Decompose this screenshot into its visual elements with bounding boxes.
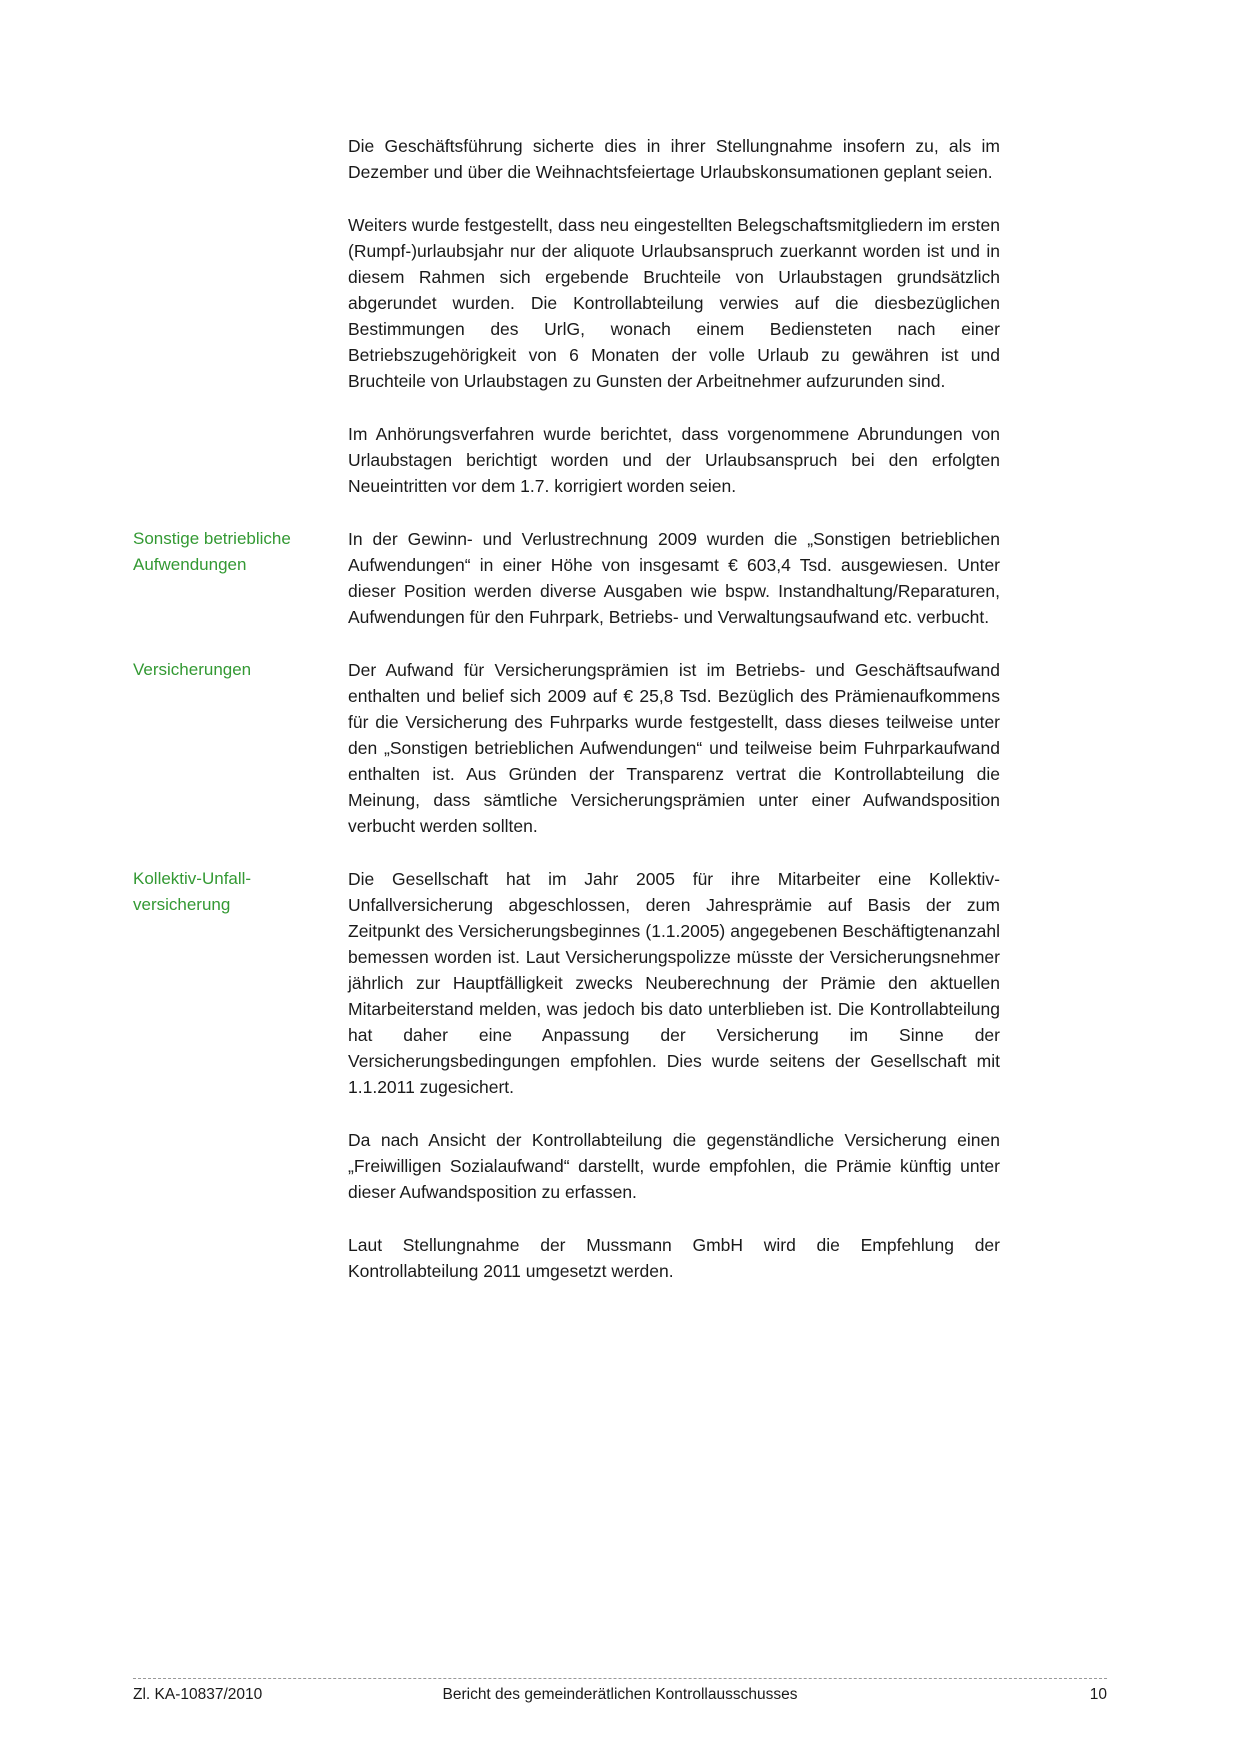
- paragraph: In der Gewinn- und Verlustrechnung 2009 wurden die „Sonstigen betrieblichen Aufwendungen“ in einer Höhe von insgesamt € 603,4 Tsd. ausgewiesen. Unter dieser Position werden diverse Ausgaben wie bspw. Instandhaltung/Reparaturen, Aufwendungen für den Fuhrpark, Betriebs- und Verwaltungsaufwand etc. verbucht.: [348, 529, 1000, 627]
- footer-title: Bericht des gemeinderätlichen Kontrollausschusses: [442, 1686, 798, 1703]
- paragraph: Weiters wurde festgestellt, dass neu eingestellten Belegschaftsmitgliedern im ersten (Rumpf-)urlaubsjahr nur der aliquote Urlaubsanspruch zuerkannt worden ist und in diesem Rahmen sich ergebende Bruchteile von Urlaubstagen grundsätzlich abgerundet wurden. Die Kontrollabteilung verwies auf die diesbezüglichen Bestimmungen des UrlG, wonach einem Bediensteten nach einer Betriebszugehörigkeit von 6 Monaten der volle Urlaub zu gewähren ist und Bruchteile von Urlaubstagen zu Gunsten der Arbeitnehmer aufzurunden sind.: [348, 215, 1000, 391]
- side-label: [133, 526, 348, 578]
- side-label: [133, 657, 348, 683]
- content-block: [133, 526, 1000, 657]
- content-block: [133, 866, 1000, 1311]
- block-paragraphs: [348, 866, 1000, 1311]
- footer-reference: Zl. KA-10837/2010: [133, 1686, 263, 1703]
- paragraph: Laut Stellungnahme der Mussmann GmbH wird die Empfehlung der Kontrollabteilung 2011 umgesetzt werden.: [348, 1235, 1000, 1281]
- side-label-line: Aufwendungen: [133, 555, 247, 574]
- side-label-line: versicherung: [133, 895, 231, 914]
- content-blocks: [133, 133, 1000, 1311]
- paragraph: Die Gesellschaft hat im Jahr 2005 für ihre Mitarbeiter eine Kollektiv-Unfallversicherung abgeschlossen, deren Jahresprämie auf Basis der zum Zeitpunkt des Versicherungsbeginnes (1.1.2005) angegebenen Beschäftigtenanzahl bemessen worden ist. Laut Versicherungspolizze müsste der Versicherungsnehmer jährlich zur Hauptfälligkeit zwecks Neuberechnung der Prämie den aktuellen Mitarbeiterstand melden, was jedoch bis dato unterblieben ist. Die Kontrollabteilung hat daher eine Anpassung der Versicherung im Sinne der Versicherungsbedingungen empfohlen. Dies wurde seitens der Gesellschaft mit 1.1.2011 zugesichert.: [348, 869, 1000, 1097]
- side-label: [133, 866, 348, 918]
- side-label-line: Sonstige betriebliche: [133, 529, 291, 548]
- paragraph: Im Anhörungsverfahren wurde berichtet, dass vorgenommene Abrundungen von Urlaubstagen berichtigt worden und der Urlaubsanspruch bei den erfolgten Neueintritten vor dem 1.7. korrigiert worden seien.: [348, 424, 1000, 496]
- side-label-line: Kollektiv-Unfall-: [133, 869, 252, 888]
- content-block: [133, 133, 1000, 526]
- block-paragraphs: [348, 657, 1000, 866]
- paragraph: Der Aufwand für Versicherungsprämien ist im Betriebs- und Geschäftsaufwand enthalten und belief sich 2009 auf € 25,8 Tsd. Bezüglich des Prämienaufkommens für die Versicherung des Fuhrparks wurde festgestellt, dass dieses teilweise unter den „Sonstigen betrieblichen Aufwendungen“ und teilweise beim Fuhrparkaufwand enthalten ist. Aus Gründen der Transparenz vertrat die Kontrollabteilung die Meinung, dass sämtliche Versicherungsprämien unter einer Aufwandsposition verbucht werden sollten.: [348, 660, 1000, 836]
- paragraph: Die Geschäftsführung sicherte dies in ihrer Stellungnahme insofern zu, als im Dezember und über die Weihnachtsfeiertage Urlaubskonsumationen geplant seien.: [348, 136, 1000, 182]
- paragraph: Da nach Ansicht der Kontrollabteilung die gegenständliche Versicherung einen „Freiwilligen Sozialaufwand“ darstellt, wurde empfohlen, die Prämie künftig unter dieser Aufwandsposition zu erfassen.: [348, 1130, 1000, 1202]
- block-paragraphs: [348, 526, 1000, 657]
- page-footer: [133, 1678, 1107, 1704]
- content-block: [133, 657, 1000, 866]
- footer-page-number: 10: [1089, 1686, 1107, 1703]
- block-paragraphs: [348, 133, 1000, 526]
- side-label-line: Versicherungen: [133, 660, 252, 679]
